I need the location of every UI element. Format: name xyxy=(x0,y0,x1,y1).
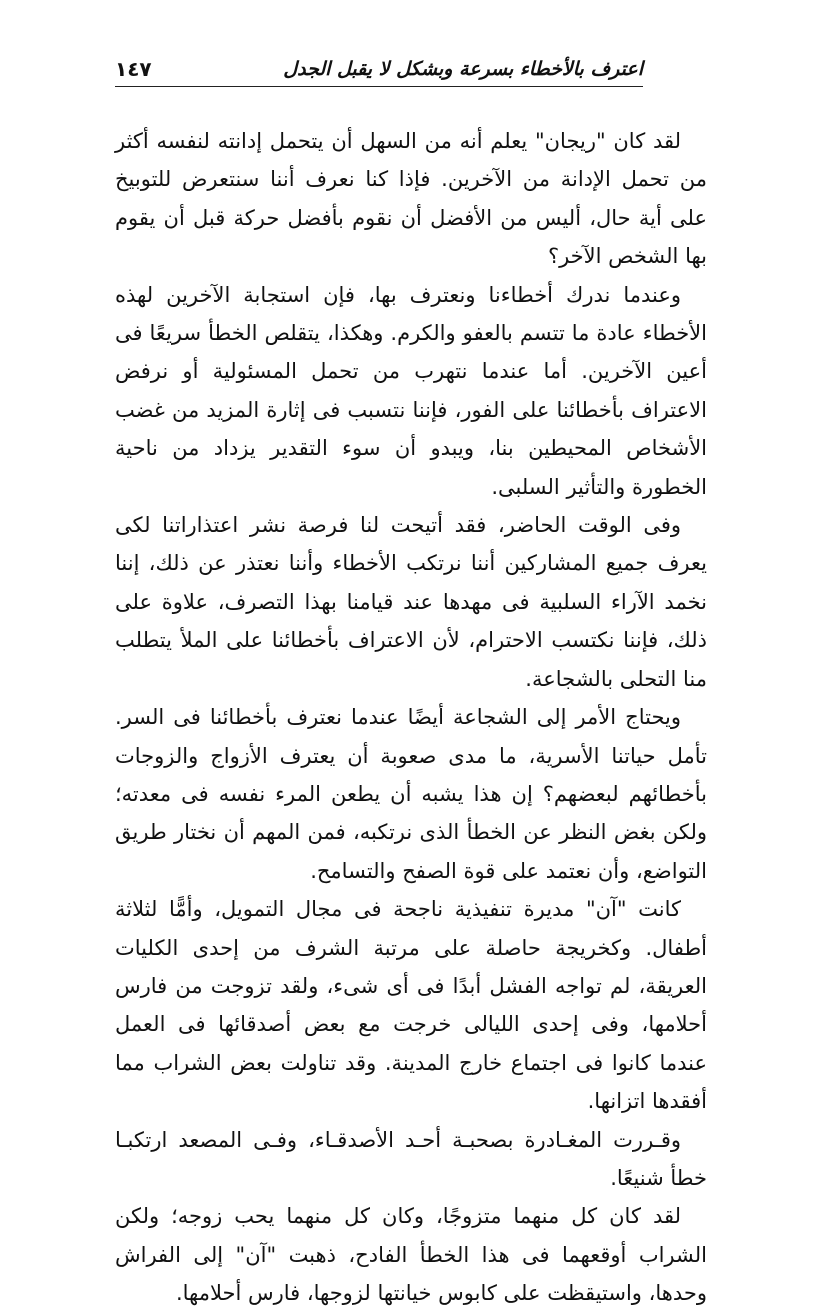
paragraph-4: ويحتاج الأمر إلى الشجاعة أيضًا عندما نعترف بأخطائنا فى السر. تأمل حياتنا الأسرية، ما مدى صعوبة أن يعترف الأزواج والزوجات بأخطائهم لبعضهم؟ إن هذا يشبه أن يطعن المرء نفسه فى معدته؛ ولكن بغض النظر عن الخطأ الذى نرتكبه، فمن المهم أن نختار طريق التواضع، وأن نعتمد على قوة الصفح والتسامح. xyxy=(115,705,707,883)
paragraph-7: لقد كان كل منهما متزوجًا، وكان كل منهما يحب زوجه؛ ولكن الشراب أوقعهما فى هذا الخطأ الفادح، ذهبت "آن" إلى الفراش وحدها، واستيقظت على كابوس خيانتها لزوجها، فارس أحلامها. xyxy=(115,1204,707,1306)
paragraph-5: كانت "آن" مديرة تنفيذية ناجحة فى مجال التمويل، وأمًّا لثلاثة أطفال. وكخريجة حاصلة على مرتبة الشرف من إحدى الكليات العريقة، لم تواجه الفشل أبدًا فى أى شىء، ولقد تزوجت من فارس أحلامها، وفى إحدى الليالى خرجت مع بعض أصدقائها فى العمل عندما كانوا فى اجتماع خارج المدينة. وقد تناولت بعض الشراب مما أفقدها اتزانها. xyxy=(115,897,707,1114)
running-title: اعترف بالأخطاء بسرعة وبشكل لا يقبل الجدل xyxy=(283,58,643,80)
body-text xyxy=(115,122,707,1313)
paragraph-1: لقد كان "ريجان" يعلم أنه من السهل أن يتحمل إدانته لنفسه أكثر من تحمل الإدانة من الآخرين. فإذا كنا نعرف أننا سنتعرض للتوبيخ على أية حال، أليس من الأفضل أن نقوم بأفضل حركة قبل أن يقوم بها الشخص الآخر؟ xyxy=(115,129,707,269)
header-divider xyxy=(115,86,643,87)
paragraph-2: وعندما ندرك أخطاءنا ونعترف بها، فإن استجابة الآخرين لهذه الأخطاء عادة ما تتسم بالعفو والكرم. وهكذا، يتقلص الخطأ سريعًا فى أعين الآخرين. أما عندما نتهرب من تحمل المسئولية أو نرفض الاعتراف بأخطائنا على الفور، فإننا نتسبب فى إثارة المزيد من غضب الأشخاص المحيطين بنا، ويبدو أن سوء التقدير يزداد من ناحية الخطورة والتأثير السلبى. xyxy=(115,282,707,499)
paragraph-3: وفى الوقت الحاضر، فقد أتيحت لنا فرصة نشر اعتذاراتنا لكى يعرف جميع المشاركين أننا نرتكب الأخطاء وأننا نعتذر عن ذلك، إننا نخمد الآراء السلبية فى مهدها عند قيامنا بهذا التصرف، علاوة على ذلك، فإننا نكتسب الاحترام، لأن الاعتراف بأخطائنا على الملأ يتطلب منا التحلى بالشجاعة. xyxy=(115,513,707,691)
page-number: ١٤٧ xyxy=(115,57,152,81)
paragraph-6: وقـررت المغـادرة بصحبـة أحـد الأصدقـاء، وفـى المصعد ارتكبـا خطأ شنيعًا. xyxy=(115,1127,707,1190)
page-header xyxy=(115,58,643,90)
